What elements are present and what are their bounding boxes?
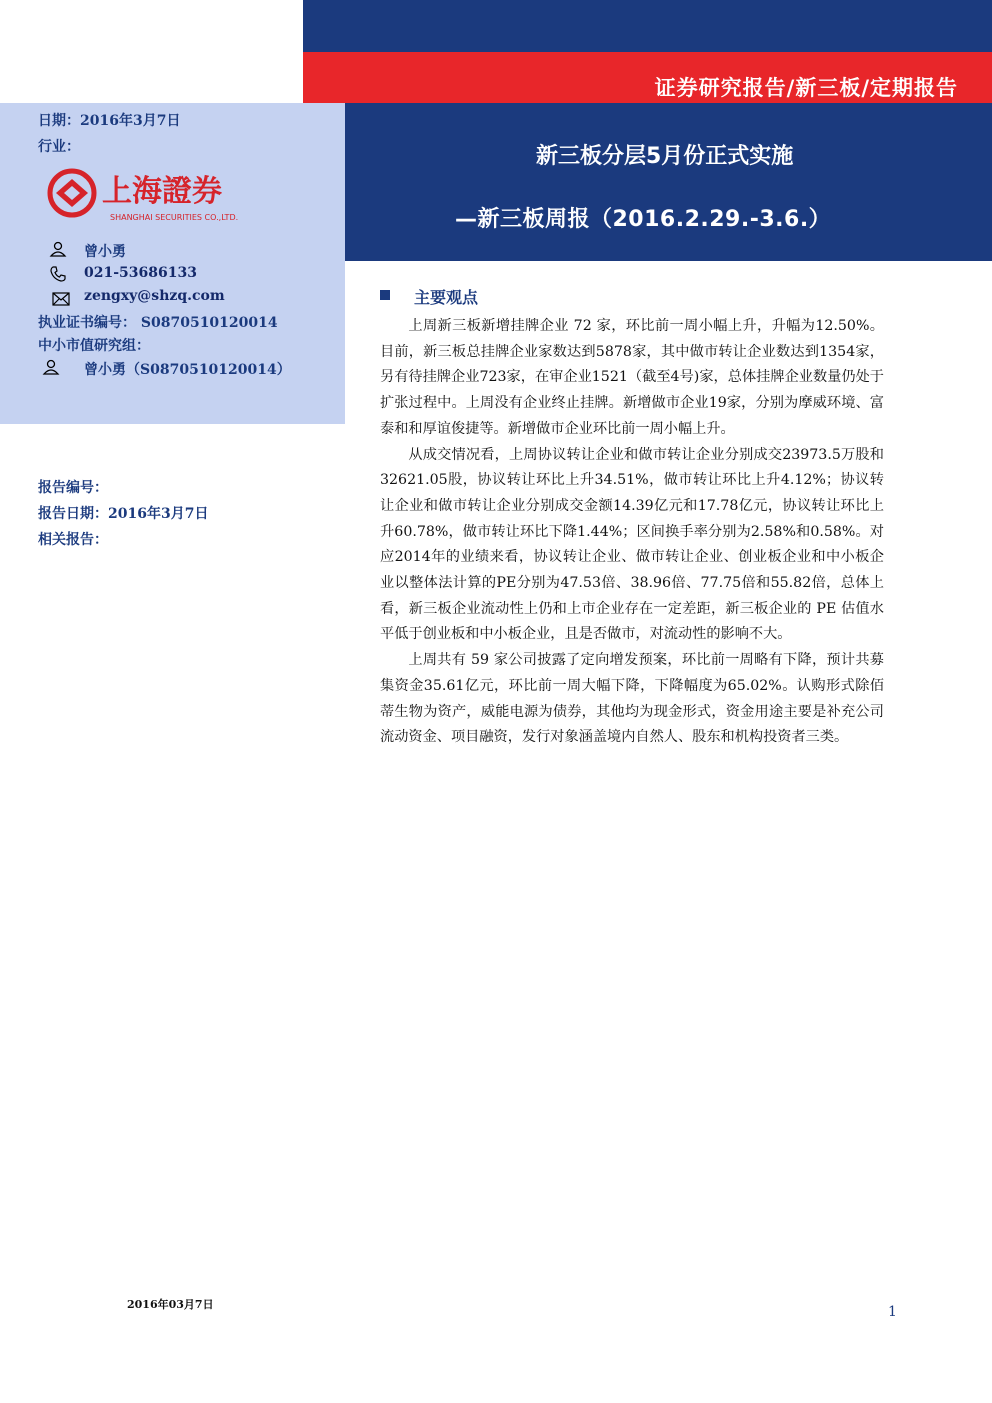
header-top-band bbox=[303, 0, 992, 52]
report-number-label: 报告编号： bbox=[38, 480, 108, 496]
paragraph: 从成交情况看，上周协议转让企业和做市转让企业分别成交23973.5万股和32621.05股，协议转让环比上升34.51%，做市转让环比上升4.12%；协议转让企业和做市转让企业分别成交金额14.39亿元和17.78亿元，协议转让环比上升60.78%，做市转让环比下降1.44%；区间换手率分别为2.58%和0.58%。对应2014年的业绩来看，协议转让企业、做市转让企业、创业板企业和中小板企业以整体法计算的PE分别为47.53倍、38.96倍、77.75倍和55.82倍，总体上看，新三板企业流动性上仍和上市企业存在一定差距，新三板企业的 PE 估值水平低于创业板和中小板企业，且是否做市，对流动性的影响不大。 bbox=[380, 446, 884, 643]
research-group-label: 中小市值研究组： bbox=[38, 338, 150, 354]
email-address[interactable]: zengxy@shzq.com bbox=[84, 288, 225, 304]
paragraph: 上周共有 59 家公司披露了定向增发预案，环比前一周略有下降，预计共募集资金35.61亿元，环比前一周大幅下降，下降幅度为65.02%。认购形式除佰蒂生物为资产，威能电源为债券，其他均为现金形式，资金用途主要是补充公司流动资金、项目融资，发行对象涵盖境内自然人、股东和机构投资者三类。 bbox=[380, 652, 884, 746]
industry-line: 行业： bbox=[38, 139, 80, 155]
section-title: 主要观点 bbox=[414, 288, 479, 307]
company-logo bbox=[46, 165, 276, 225]
logo-emblem-icon bbox=[46, 165, 276, 225]
certificate-line: 执业证书编号： S0870510120014 bbox=[38, 315, 278, 331]
person-icon bbox=[49, 240, 67, 258]
group-member: 曾小勇（S0870510120014） bbox=[84, 362, 291, 378]
footer-date: 2016年03月7日 bbox=[127, 1298, 214, 1311]
page-number: 1 bbox=[888, 1304, 897, 1320]
email-icon bbox=[52, 290, 70, 308]
report-title: 新三板分层5月份正式实施 bbox=[536, 144, 794, 169]
section-body bbox=[380, 314, 884, 751]
phone-number[interactable]: 021-53686133 bbox=[84, 265, 197, 281]
report-date-line: 日期：2016年3月7日 bbox=[38, 113, 181, 129]
related-reports-label: 相关报告： bbox=[38, 532, 108, 548]
logo-english-text: SHANGHAI SECURITIES CO.,LTD. bbox=[110, 213, 239, 222]
square-bullet-icon bbox=[380, 290, 390, 300]
analyst-name: 曾小勇 bbox=[84, 244, 126, 260]
report-category: 证券研究报告/新三板/定期报告 bbox=[654, 75, 958, 100]
logo-chinese-text: 上海證券 bbox=[102, 174, 222, 209]
paragraph: 上周新三板新增挂牌企业 72 家，环比前一周小幅上升，升幅为12.50%。目前，新三板总挂牌企业家数达到5878家，其中做市转让企业数达到1354家，另有待挂牌企业723家，在审企业1521（截至4号)家，总体挂牌企业数量仍处于扩张过程中。上周没有企业终止挂牌。新增做市企业19家，分别为摩威环境、富泰和和厚谊俊捷等。新增做市企业环比前一周小幅上升。 bbox=[380, 318, 884, 437]
report-subtitle: —新三板周报（2016.2.29.-3.6.） bbox=[455, 207, 832, 232]
phone-icon bbox=[49, 265, 67, 283]
category-band bbox=[303, 52, 992, 103]
info-panel bbox=[0, 103, 345, 424]
report-date-label: 报告日期：2016年3月7日 bbox=[38, 506, 209, 522]
person-icon bbox=[42, 358, 60, 376]
title-block bbox=[303, 103, 992, 261]
